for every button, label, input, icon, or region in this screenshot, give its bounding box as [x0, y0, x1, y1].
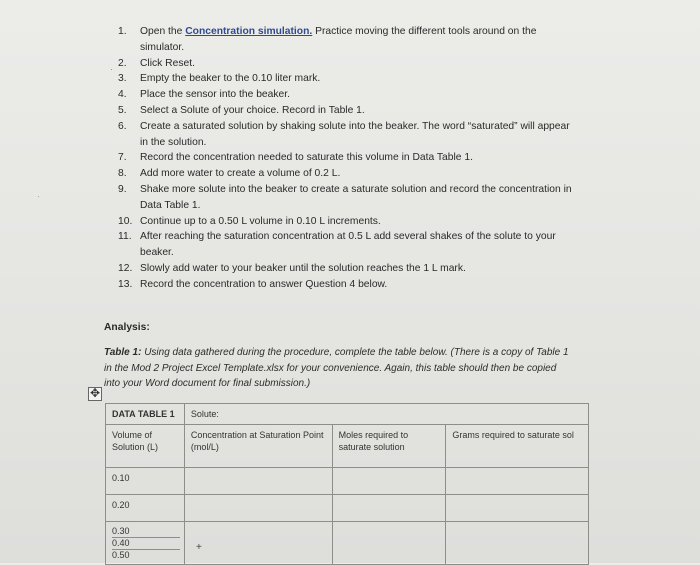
- empty-cell[interactable]: [332, 495, 446, 522]
- step-item: [118, 166, 574, 182]
- volume-cell: 0.20: [106, 495, 185, 522]
- volume-value: 0.40: [112, 537, 180, 549]
- step-number: 9.: [118, 183, 127, 195]
- step-item: [118, 103, 574, 119]
- volume-cell: 0.10: [106, 468, 185, 495]
- step-text: Record the concentration to answer Question 4 below.: [140, 278, 388, 290]
- table-caption: [104, 345, 574, 392]
- step-number: 4.: [118, 89, 127, 101]
- step-item: [118, 182, 574, 214]
- step-text: Open the: [140, 26, 186, 37]
- step-text: After reaching the saturation concentration at 0.5 L add several shakes of the solute to your beaker.: [140, 231, 556, 259]
- empty-cell[interactable]: [446, 522, 589, 565]
- empty-cell[interactable]: [446, 468, 589, 495]
- column-header: Volume of Solution (L): [106, 425, 185, 468]
- concentration-simulation-link[interactable]: Concentration simulation.: [185, 26, 313, 37]
- procedure-steps: [118, 24, 574, 293]
- empty-cell[interactable]: [184, 495, 332, 522]
- step-item: [118, 261, 574, 277]
- empty-cell[interactable]: [184, 468, 332, 495]
- empty-cell[interactable]: [184, 522, 332, 565]
- step-number: 6.: [118, 120, 127, 132]
- step-item: [118, 277, 574, 293]
- data-table-1: [105, 403, 589, 565]
- step-number: 13.: [118, 278, 133, 290]
- step-text: Shake more solute into the beaker to create a saturate solution and record the concentration in Data Table 1.: [140, 183, 572, 211]
- step-text: Record the concentration needed to saturate this volume in Data Table 1.: [140, 152, 473, 164]
- step-number: 12.: [118, 262, 133, 274]
- step-number: 3.: [118, 73, 127, 85]
- margin-mark: ·: [110, 64, 113, 74]
- step-item: [118, 71, 574, 87]
- step-number: 5.: [118, 104, 127, 116]
- step-number: 10.: [118, 215, 133, 227]
- step-text: Continue up to a 0.50 L volume in 0.10 L increments.: [140, 215, 381, 227]
- volume-value: 0.30: [112, 526, 130, 536]
- column-header-row: [106, 425, 589, 468]
- step-item: [118, 119, 574, 151]
- table-move-handle-icon[interactable]: ✥: [89, 386, 101, 400]
- table-row: [106, 522, 589, 565]
- table-row: [106, 495, 589, 522]
- empty-cell[interactable]: [332, 522, 446, 565]
- step-item: [118, 56, 574, 72]
- step-text: Click Reset.: [140, 57, 195, 69]
- analysis-heading: Analysis:: [104, 322, 150, 333]
- step-number: 2.: [118, 57, 127, 69]
- step-item: [118, 214, 574, 230]
- step-item: [118, 229, 574, 261]
- column-header: Grams required to saturate sol: [446, 425, 589, 468]
- table-title-cell: DATA TABLE 1: [106, 404, 185, 425]
- step-text: Place the sensor into the beaker.: [140, 89, 290, 101]
- step-text: Add more water to create a volume of 0.2 L.: [140, 168, 341, 180]
- table-header-row: [106, 404, 589, 425]
- step-number: 7.: [118, 152, 127, 164]
- step-text: Empty the beaker to the 0.10 liter mark.: [140, 73, 321, 85]
- step-text: Create a saturated solution by shaking solute into the beaker. The word “saturated” will appear in the solution.: [140, 120, 570, 148]
- step-text: Select a Solute of your choice. Record in Table 1.: [140, 104, 365, 116]
- table-resize-cursor-icon: +: [196, 542, 202, 553]
- stacked-volume-cell: [106, 522, 185, 565]
- volume-value: 0.50: [112, 549, 180, 561]
- caption-label: Table 1:: [104, 347, 142, 358]
- empty-cell[interactable]: [332, 468, 446, 495]
- step-text: Slowly add water to your beaker until the solution reaches the 1 L mark.: [140, 262, 466, 274]
- column-header: Moles required to saturate solution: [332, 425, 446, 468]
- step-text: Practice moving the different tools around on the simulator.: [140, 26, 537, 53]
- column-header: Concentration at Saturation Point (mol/L): [184, 425, 332, 468]
- step-number: 8.: [118, 168, 127, 180]
- step-item: [118, 87, 574, 103]
- margin-mark: ·: [37, 191, 40, 201]
- caption-text: Using data gathered during the procedure, complete the table below. (There is a copy of Table 1 in the Mod 2 Project Excel Template.xlsx for your convenience. Again, this table should then be copied into your Word document for final submission.): [104, 347, 569, 389]
- step-item: [118, 150, 574, 166]
- table-row: [106, 468, 589, 495]
- step-item: [118, 24, 574, 56]
- step-number: 1.: [118, 26, 127, 37]
- empty-cell[interactable]: [446, 495, 589, 522]
- solute-cell[interactable]: Solute:: [184, 404, 588, 425]
- step-number: 11.: [118, 231, 132, 243]
